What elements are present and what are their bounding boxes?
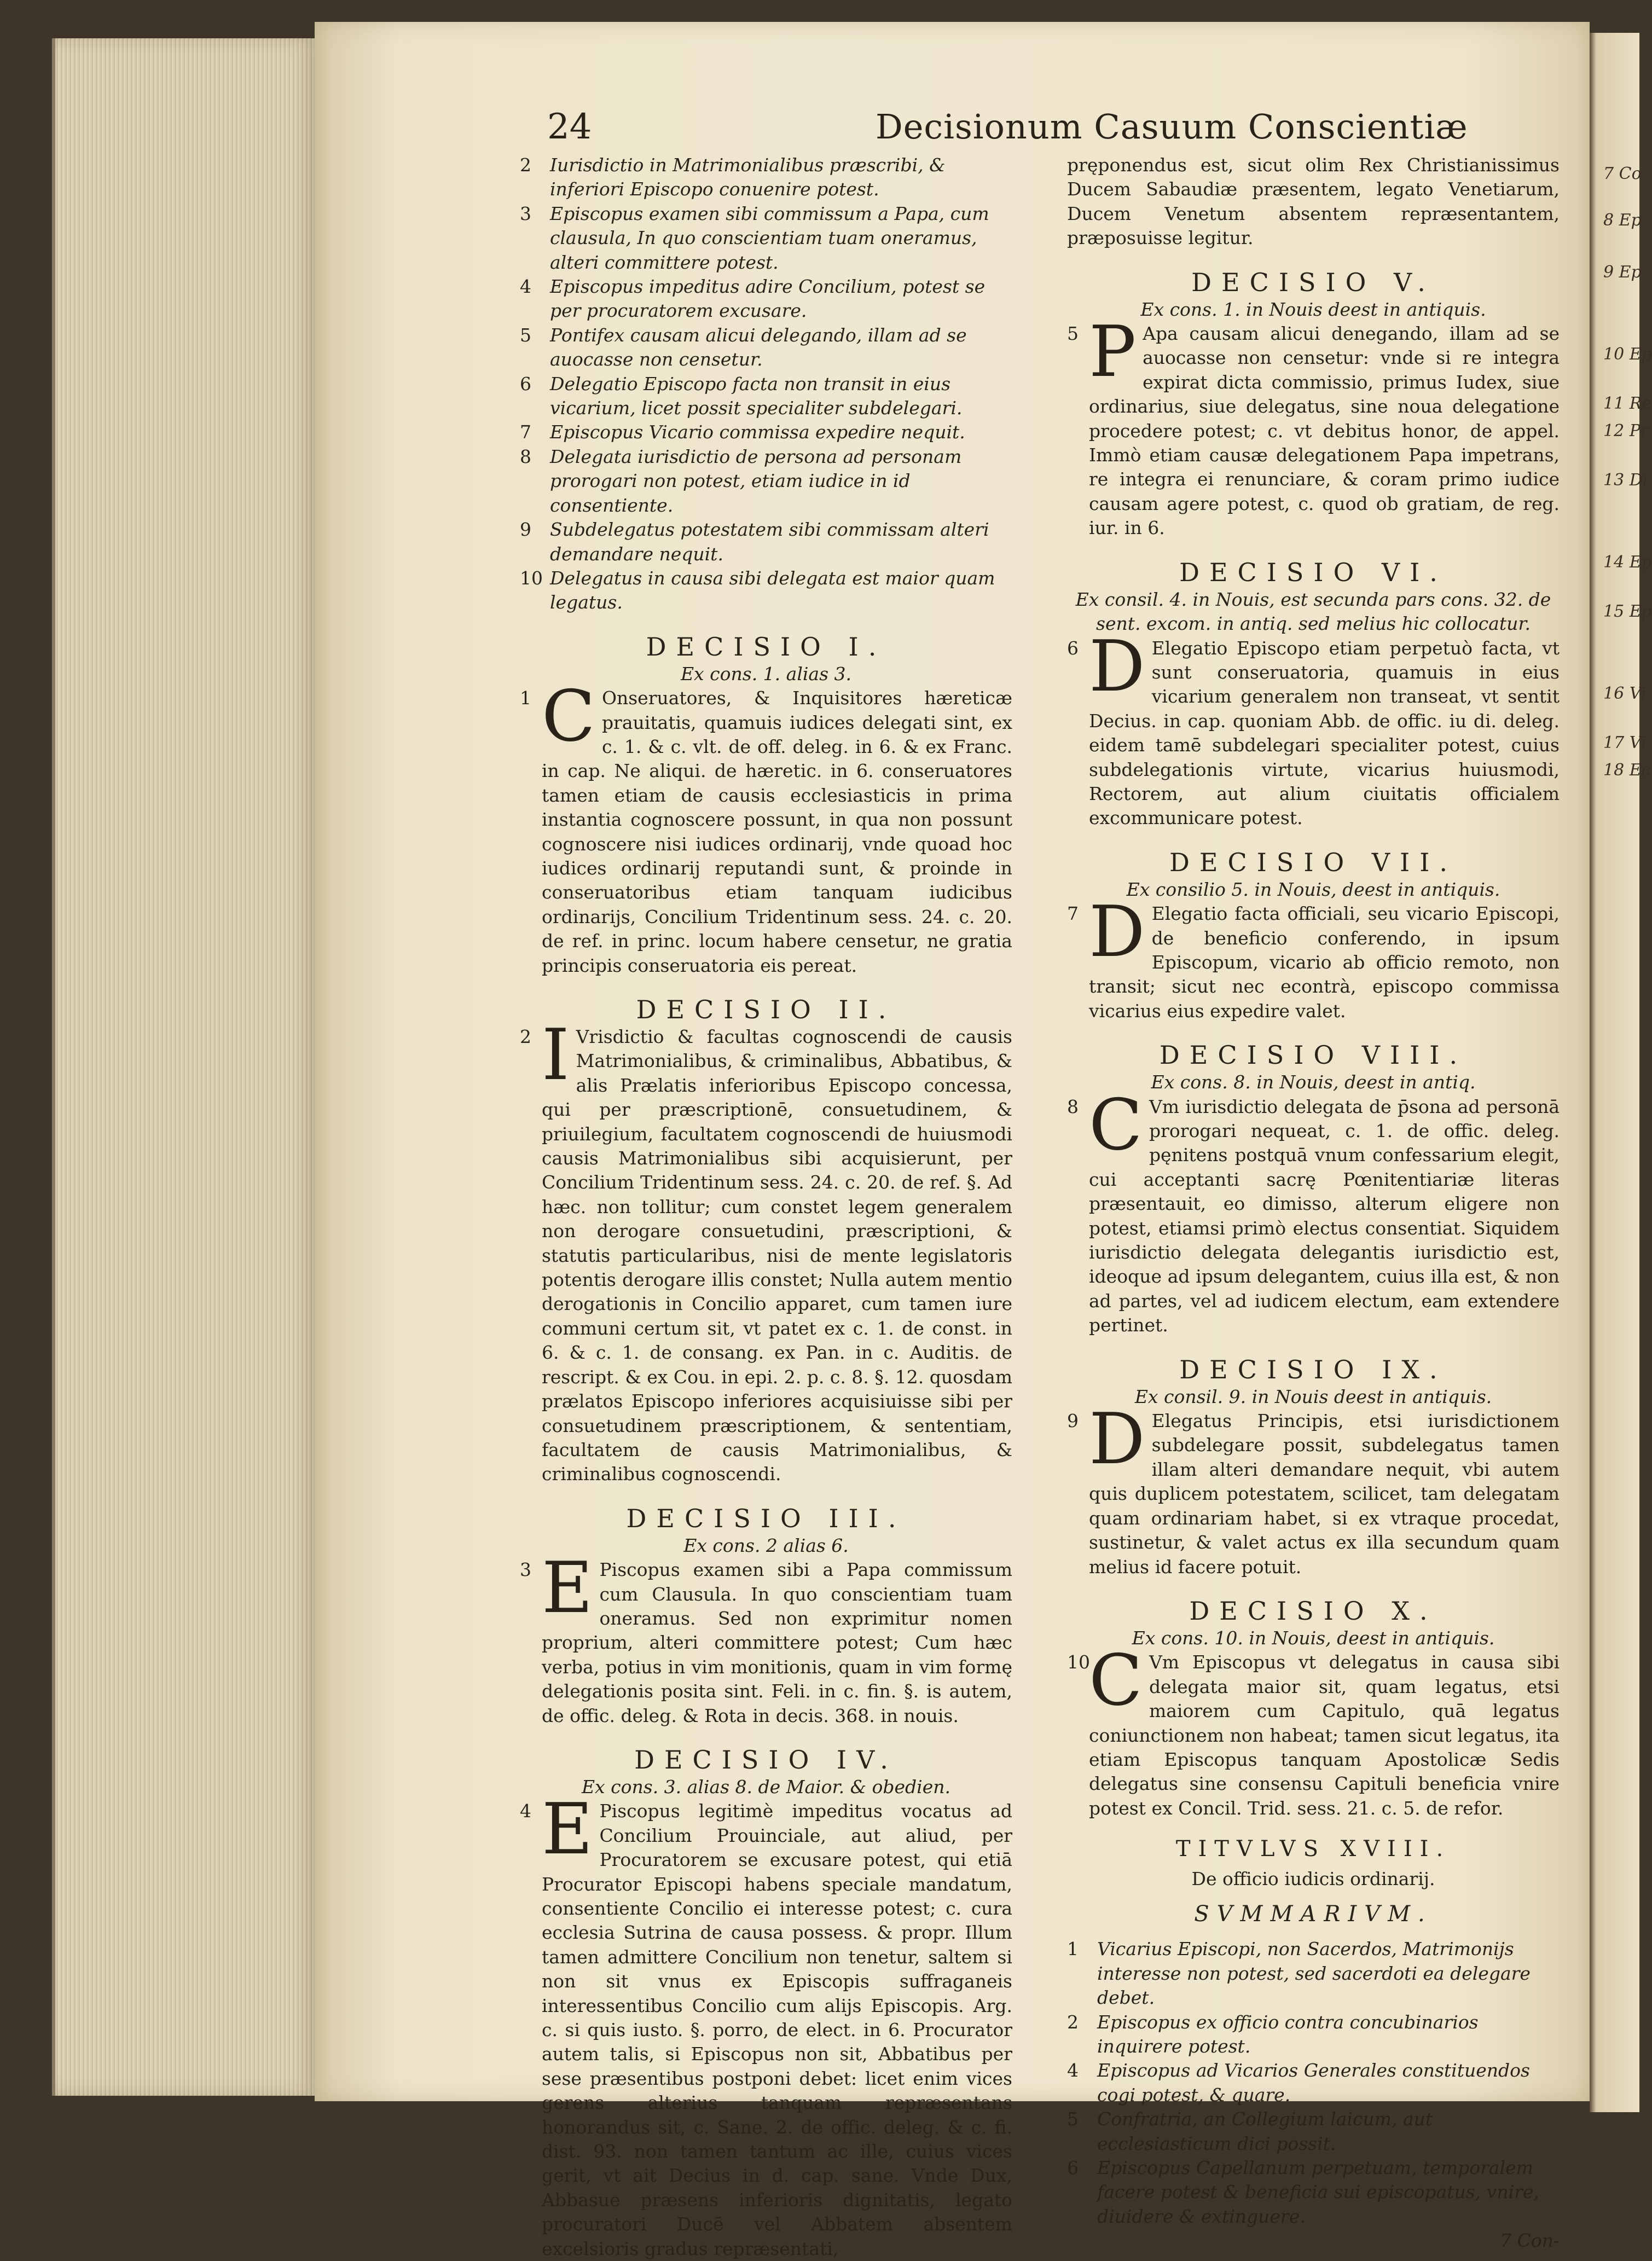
summary-item-text: Subdelegatus potestatem sibi commissam alteri demandare nequit. — [550, 519, 989, 565]
decorated-initial: D — [1089, 891, 1145, 973]
decision-text: Elegatio facta officiali, seu vicario Episcopi, de beneficio conferendo, in ipsum Episcopum, vicario ab officio remoto, non transit; sicut nec econtrà, episcopo commissa vicarius eius expedire valet. — [1089, 903, 1560, 1022]
facing-page-margin-number: 14 Ep — [1603, 553, 1652, 572]
summary-item — [1067, 1937, 1560, 2010]
summary-item — [520, 275, 1012, 323]
decision-title: DECISIO VIII. — [1159, 1040, 1468, 1070]
page-edge-block — [52, 38, 318, 2096]
continuation-text: pręponendus est, sicut olim Rex Christianissimus Ducem Sabaudiæ præsentem, legato Venetiarum, Ducem Venetum absentem repræsentantem, præposuisse legitur. — [1067, 154, 1560, 249]
decision-title: DECISIO VI. — [1179, 557, 1447, 587]
decision-body — [1067, 1399, 1560, 1579]
decision-title: DECISIO IV. — [634, 1744, 898, 1775]
decision-text: Onseruatores, & Inquisitores hæreticæ prauitatis, quamuis iudices delegati sint, ex c. 1. & c. vlt. de off. deleg. in 6. & ex Franc. in cap. Ne aliqui. de hæretic. in 6. conseruatores tamen etiam de causis ecclesiasticis in prima instantia cognoscere possunt, in qua non possunt cognoscere nisi iudices ordinarij, vnde quoad hoc iudices ordinarij reputandi sunt, & proinde in conseruatoribus etiam tanquam iudicibus ordinarijs, Concilium Tridentinum sess. 24. c. 20. de ref. in princ. locum habere censetur, ne gratia principis conseruatoria eis pereat. — [542, 687, 1012, 976]
decorated-initial: D — [1089, 1399, 1145, 1481]
decorated-initial: D — [1089, 625, 1145, 708]
summary-item-number: 3 — [520, 202, 531, 224]
summary-list — [520, 153, 1012, 615]
right-decisions — [1067, 267, 1560, 1821]
summary-item — [520, 372, 1012, 421]
summary-item-number: 4 — [520, 276, 531, 298]
decision-title: DECISIO X. — [1189, 1596, 1437, 1626]
decision-source: Ex consil. 4. in Nouis, est secunda pars cons. 32. de sent. excom. in antiq. sed melius hic collocatur. — [1075, 588, 1551, 635]
summary-item-text: Vicarius Episcopi, non Sacerdos, Matrimonijs interesse non potest, sed sacerdoti ea delegare debet. — [1097, 1938, 1531, 2009]
running-head: Decisionum Casuum Conscientiæ — [876, 107, 1468, 147]
decision-text: Apa causam alicui denegando, illam ad se auocasse non censetur: vnde si re integra expirat dicta commissio, primus Iudex, siue ordinarius, siue delegatus, sine noua delegatione procedere potest; c. vt debitus honor, de appel. Immò etiam causæ delegationem Papa impetrans, re integra ei renunciare, & coram primo iudice causam agere potest, c. quod ob gratiam, de reg. iur. in 6. — [1089, 323, 1560, 539]
decision-number: 1 — [520, 687, 531, 709]
summary-item-number: 4 — [1067, 2060, 1079, 2082]
decision-title: DECISIO IX. — [1179, 1354, 1447, 1384]
facing-page-margin-number: 13 Di — [1603, 471, 1648, 490]
decision-number: 2 — [520, 1026, 531, 1047]
decorated-initial: I — [542, 1014, 570, 1096]
summary-item — [520, 445, 1012, 518]
summary-item — [1067, 2107, 1560, 2156]
summary-item-text: Episcopus Capellanum perpetuam, temporalem facere potest & beneficia sui episcopatus, vnire, diuidere & extinguere. — [1097, 2157, 1539, 2227]
decision-text: Vrisdictio & facultas cognoscendi de causis Matrimonialibus, & criminalibus, Abbatibus, & alis Prælatis inferioribus Episcopo concessa, qui per præscriptionē, consuetudinem, & priuilegium, facultatem cognoscendi de huiusmodi causis Matrimonialibus sibi acquisierunt, per Concilium Tridentinum sess. 24. c. 20. de ref. §. Ad hæc. non tollitur; cum constet legem generalem non derogare consuetudini, præscriptioni, & statutis particularibus, nisi de mente legislatoris potentis derogare illis constet; Nulla autem mentio derogationis in Concilio apparet, cum tamen iure communi certum sit, vt patet ex c. 1. de const. in 6. & c. 1. de consang. ex Pan. in c. Auditis. de rescript. & ex Cou. in epi. 2. p. c. 8. §. 12. quosdam prælatos Episcopo inferiores acquisiuisse sibi per consuetudinem præscriptionem, & sententiam, facultatem de causis Matrimonialibus, & criminalibus cognoscendi. — [542, 1026, 1012, 1485]
summary-item-text: Delegatio Episcopo facta non transit in eius vicarium, licet possit specialiter subdelegari. — [550, 373, 963, 419]
decision-number: 9 — [1067, 1410, 1079, 1432]
decorated-initial: E — [542, 1547, 593, 1630]
decision-number: 3 — [520, 1559, 531, 1581]
facing-page-margin-number: 7 Co — [1603, 164, 1642, 183]
decision-text: Vm iurisdictio delegata de p̄sona ad personā prorogari nequeat, c. 1. de offic. deleg. pęnitens postquā vnum confessarium elegit, cui acceptanti sacrę Pœnitentiariæ literas præsentauit, eo dimisso, alterum eligere non potest, etiamsi primò electus consentiat. Siquidem iurisdictio delegata delegantis iurisdictio est, ideoque ad ipsum delegantem, cuius illa est, & non ad partes, vel ad iudicem electum, eam extendere pertinet. — [1089, 1095, 1560, 1336]
page-number: 24 — [547, 107, 592, 147]
summary-item-text: Episcopus examen sibi commissum a Papa, cum clausula, In quo conscientiam tuam oneramus, alteri committere potest. — [550, 202, 989, 273]
summary-item-number: 1 — [1067, 1938, 1079, 1960]
decorated-initial: E — [542, 1789, 593, 1871]
decision-body — [520, 1789, 1012, 2261]
decision-body — [520, 676, 1012, 978]
summary-item-text: Episcopus Vicario commissa expedire nequit. — [550, 421, 965, 443]
facing-page-margin-number: 17 Vi — [1603, 733, 1647, 752]
decision-number: 5 — [1067, 323, 1079, 345]
summary-item — [1067, 2010, 1560, 2059]
summary-item — [520, 420, 1012, 444]
decision-title: DECISIO I. — [646, 631, 886, 662]
summary-item-number: 6 — [1067, 2157, 1079, 2179]
summary-item — [520, 566, 1012, 615]
facing-page-margin-number: 16 Vi — [1603, 684, 1647, 703]
decorated-initial: C — [1089, 1084, 1143, 1166]
summary-item-number: 9 — [520, 519, 531, 541]
decision-body — [1067, 311, 1560, 541]
decision-number: 6 — [1067, 637, 1079, 659]
decision-body — [520, 1547, 1012, 1728]
decision-text: Elegatio Episcopo etiam perpetuò facta, vt sunt conseruatoria, quamuis in eius vicarium generalem non transeat, vt sentit Decius. in cap. quoniam Abb. de offic. iu di. deleg. eidem tamē subdelegari specialiter potest, cuius subdelegationis virtute, vicarius huiusmodi, Rectorem, aut alium ciuitatis officialem excommunicare potest. — [1089, 637, 1560, 829]
summary-item-number: 2 — [520, 154, 531, 176]
summary-list-bottom — [1067, 1937, 1560, 2229]
facing-page-margin-number: 11 Re — [1603, 394, 1652, 413]
summary-item-text: Pontifex causam alicui delegando, illam ad se auocasse non censetur. — [550, 324, 967, 370]
decision-title: DECISIO V. — [1191, 267, 1435, 297]
summary-item-text: Episcopus ex officio contra concubinarios inquirere potest. — [1097, 2011, 1479, 2057]
summary-item-number: 5 — [1067, 2108, 1079, 2130]
decision-title: DECISIO VII. — [1169, 847, 1458, 877]
decision-body — [1067, 1084, 1560, 1338]
decision-title: DECISIO II. — [636, 995, 896, 1024]
decision-source: Ex cons. 2 alias 6. — [683, 1534, 849, 1556]
summary-item — [520, 202, 1012, 275]
decision-body — [1067, 891, 1560, 1023]
summary-item-number: 5 — [520, 324, 531, 346]
summary-item — [520, 323, 1012, 372]
page-header — [547, 107, 1560, 150]
decision-source: Ex consil. 9. in Nouis deest in antiquis. — [1134, 1385, 1492, 1407]
titulus-heading: TITVLVS XVIII. — [1175, 1836, 1451, 1862]
summary-item-number: 2 — [1067, 2011, 1079, 2033]
titulus-subtitle: De officio iudicis ordinarij. — [1191, 1868, 1435, 1889]
decision-number: 10 — [1067, 1651, 1090, 1673]
facing-page-margin-number: 9 Ep — [1603, 263, 1642, 282]
summarium-heading: SVMMARIVM. — [1194, 1901, 1433, 1927]
decision-text: Vm Episcopus vt delegatus in causa sibi delegata maior sit, quam legatus, etsi maiorem cum Capitulo, quā legatus coniunctionem non habeat; tamen sicut legatus, ita etiam Episcopus tanquam Apostolicæ Sedis delegatus sine consensu Capituli beneficia vnire potest ex Concil. Trid. sess. 21. c. 5. de refor. — [1089, 1651, 1560, 1819]
summary-item-text: Iurisdictio in Matrimonialibus præscribi, & inferiori Episcopo conuenire potest. — [550, 154, 946, 200]
decision-text: Elegatus Principis, etsi iurisdictionem subdelegare possit, subdelegatus tamen illam alteri demandare nequit, vbi autem quis duplicem potestatem, scilicet, tam delegatam quam ordinariam habet, si ex vtraque procedat, sustinetur, & valet actus ex illa secundum quam melius id facere potuit. — [1089, 1410, 1560, 1578]
facing-page-margin-number: 8 Ep — [1603, 211, 1642, 230]
summary-item-text: Episcopus impeditus adire Concilium, potest se per procuratorem excusare. — [550, 276, 986, 322]
decision-body — [1067, 625, 1560, 831]
decision-body — [1067, 1640, 1560, 1821]
facing-page-margin-number: 15 Ep — [1603, 602, 1652, 621]
decision-text: Piscopus examen sibi a Papa commissum cum Clausula. In quo conscientiam tuam oneramus. Sed non exprimitur nomen proprium, alteri committere potest; Cum hæc verba, potius in vim monitionis, quam in vim formę delegationis posita sint. Feli. in c. fin. §. is autem, de offic. deleg. & Rota in decis. 368. in nouis. — [542, 1559, 1012, 1726]
left-column — [520, 153, 1012, 2261]
decorated-initial: C — [542, 676, 595, 758]
summary-item — [520, 518, 1012, 566]
catchword: 7 Con- — [1499, 2230, 1560, 2252]
decision-source: Ex cons. 10. in Nouis, deest in antiquis. — [1132, 1627, 1495, 1649]
facing-page-margin-number: 12 Pr — [1603, 421, 1649, 440]
decision-number: 7 — [1067, 903, 1079, 925]
decision-number: 4 — [520, 1800, 531, 1822]
decision-text: Piscopus legitimè impeditus vocatus ad Concilium Prouinciale, aut aliud, per Procuratorem se excusare potest, qui etiā Procurator Episcopi habens speciale mandatum, consentiente Concilio ei interesse potest; c. cura ecclesia Sutrina de causa possess. & propr. Illum tamen admittere Concilium non tenetur, saltem si non sit vnus ex Episcopis suffraganeis interessentibus Concilio cum alijs Episcopis. Arg. c. si quis iusto. §. porro, de elect. in 6. Procurator autem talis, si Episcopus non sit, Abbatibus per sese præsentibus postponi debet: licet enim vices gerens alterius tanquam repræsentans honorandus sit, c. Sane. 2. de offic. deleg. & c. fi. dist. 93. non tamen tantum ac ille, cuius vices gerit, vt ait Decius in d. cap. sane. Vnde Dux, Abbasue præsens inferioris dignitatis, legato procuratori Ducē vel Abbatem absentem excelsioris gradus repræsentati, — [542, 1800, 1012, 2259]
facing-page-margin-number: 10 Ep — [1603, 345, 1652, 364]
facing-page-margin-number: 18 Ec — [1603, 761, 1651, 780]
summary-item-text: Episcopus ad Vicarios Generales constituendos cogi potest, & quare. — [1097, 2060, 1530, 2106]
decision-source: Ex consilio 5. in Nouis, deest in antiquis. — [1126, 878, 1500, 900]
summary-item-text: Delegatus in causa sibi delegata est maior quam legatus. — [550, 567, 995, 613]
decision-title: DECISIO III. — [626, 1503, 906, 1533]
summary-item-number: 10 — [520, 567, 543, 589]
summary-item — [520, 153, 1012, 202]
decorated-initial: C — [1089, 1640, 1143, 1722]
summary-item-text: Confratria, an Collegium laicum, aut ecclesiasticum dici possit. — [1097, 2108, 1433, 2154]
right-column — [1067, 153, 1560, 2253]
decision-body — [520, 1014, 1012, 1487]
summary-item — [1067, 2059, 1560, 2107]
summary-item-text: Delegata iurisdictio de persona ad personam prorogari non potest, etiam iudice in id consentiente. — [550, 445, 962, 516]
left-decisions — [520, 631, 1012, 2261]
summary-item-number: 7 — [520, 421, 531, 443]
decision-source: Ex cons. 8. in Nouis, deest in antiq. — [1151, 1071, 1476, 1093]
decision-source: Ex cons. 1. alias 3. — [680, 663, 852, 685]
decision-source: Ex cons. 1. in Nouis deest in antiquis. — [1140, 298, 1486, 320]
decorated-initial: P — [1089, 311, 1137, 393]
decision-source: Ex cons. 3. alias 8. de Maior. & obedien. — [581, 1776, 951, 1798]
summary-item-number: 6 — [520, 373, 531, 395]
summary-item — [1067, 2156, 1560, 2229]
decision-number: 8 — [1067, 1095, 1079, 1117]
summary-item-number: 8 — [520, 445, 531, 467]
